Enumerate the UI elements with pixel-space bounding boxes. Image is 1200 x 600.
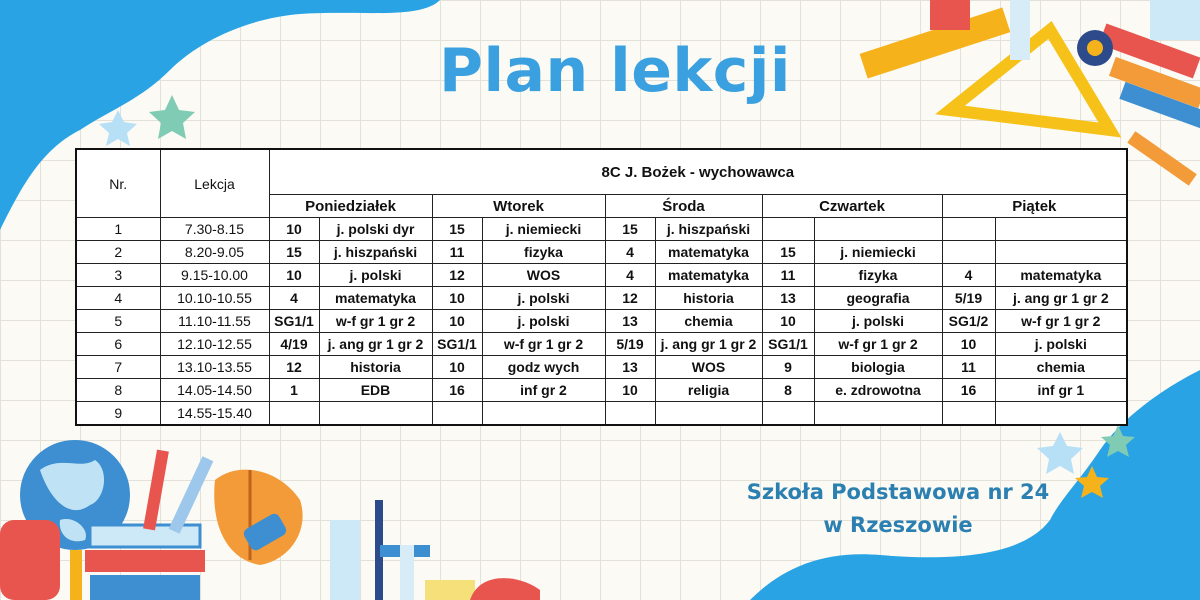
room-cell (942, 218, 995, 241)
lesson-time: 14.05-14.50 (160, 379, 269, 402)
lesson-number: 9 (76, 402, 160, 426)
room-cell: 11 (942, 356, 995, 379)
subject-cell (814, 218, 942, 241)
day-header-wednesday: Środa (605, 195, 762, 218)
room-cell: 10 (942, 333, 995, 356)
table-row (76, 218, 1127, 241)
subject-cell: j. niemiecki (814, 241, 942, 264)
subject-cell: e. zdrowotna (814, 379, 942, 402)
subject-cell: matematyka (655, 241, 762, 264)
subject-cell: j. hiszpański (655, 218, 762, 241)
lesson-time: 9.15-10.00 (160, 264, 269, 287)
room-cell: 13 (605, 310, 655, 333)
school-name (732, 476, 1064, 542)
lesson-time: 8.20-9.05 (160, 241, 269, 264)
lesson-number: 7 (76, 356, 160, 379)
subject-cell: WOS (655, 356, 762, 379)
subject-cell (482, 402, 605, 426)
lesson-time: 14.55-15.40 (160, 402, 269, 426)
room-cell: 10 (269, 218, 319, 241)
subject-cell: geografia (814, 287, 942, 310)
subject-cell: j. polski (814, 310, 942, 333)
lesson-time: 12.10-12.55 (160, 333, 269, 356)
subject-cell: j. ang gr 1 gr 2 (319, 333, 432, 356)
room-cell (942, 241, 995, 264)
day-header-friday: Piątek (942, 195, 1127, 218)
subject-cell: biologia (814, 356, 942, 379)
room-cell: 13 (762, 287, 814, 310)
room-cell: 15 (762, 241, 814, 264)
timetable-body (76, 218, 1127, 426)
room-cell: SG1/1 (269, 310, 319, 333)
table-row (76, 241, 1127, 264)
page-title: Plan lekcji (439, 36, 791, 106)
lesson-number: 8 (76, 379, 160, 402)
subject-cell: EDB (319, 379, 432, 402)
room-cell: 4 (605, 241, 655, 264)
room-cell (942, 402, 995, 426)
table-row (76, 264, 1127, 287)
subject-cell: religia (655, 379, 762, 402)
subject-cell: w-f gr 1 gr 2 (814, 333, 942, 356)
lesson-time: 13.10-13.55 (160, 356, 269, 379)
room-cell: 1 (269, 379, 319, 402)
room-cell: 12 (432, 264, 482, 287)
table-row (76, 356, 1127, 379)
room-cell: SG1/2 (942, 310, 995, 333)
subject-cell: inf gr 2 (482, 379, 605, 402)
day-header-tuesday: Wtorek (432, 195, 605, 218)
column-header-lekcja: Lekcja (160, 149, 269, 218)
room-cell: 10 (605, 379, 655, 402)
table-row (76, 402, 1127, 426)
room-cell: 11 (432, 241, 482, 264)
subject-cell (319, 402, 432, 426)
subject-cell: godz wych (482, 356, 605, 379)
subject-cell: j. ang gr 1 gr 2 (995, 287, 1127, 310)
room-cell: 10 (269, 264, 319, 287)
subject-cell (995, 402, 1127, 426)
room-cell: 4 (269, 287, 319, 310)
subject-cell: chemia (995, 356, 1127, 379)
room-cell (269, 402, 319, 426)
class-header: 8C J. Bożek - wychowawca (269, 149, 1127, 195)
room-cell: 15 (432, 218, 482, 241)
subject-cell (655, 402, 762, 426)
lesson-number: 6 (76, 333, 160, 356)
room-cell (762, 402, 814, 426)
subject-cell (814, 402, 942, 426)
subject-cell: j. niemiecki (482, 218, 605, 241)
subject-cell: w-f gr 1 gr 2 (319, 310, 432, 333)
lesson-number: 4 (76, 287, 160, 310)
room-cell (762, 218, 814, 241)
table-row (76, 333, 1127, 356)
subject-cell: j. polski (482, 287, 605, 310)
star-icon-light-blue (99, 110, 137, 146)
subject-cell: matematyka (655, 264, 762, 287)
subject-cell: chemia (655, 310, 762, 333)
subject-cell: j. hiszpański (319, 241, 432, 264)
room-cell: 10 (432, 287, 482, 310)
subject-cell: fizyka (814, 264, 942, 287)
room-cell (432, 402, 482, 426)
room-cell: 9 (762, 356, 814, 379)
room-cell: SG1/1 (762, 333, 814, 356)
room-cell: SG1/1 (432, 333, 482, 356)
school-supplies-bottom-left-illustration (0, 440, 540, 600)
room-cell: 10 (432, 310, 482, 333)
subject-cell (995, 218, 1127, 241)
subject-cell: WOS (482, 264, 605, 287)
room-cell: 12 (605, 287, 655, 310)
subject-cell: matematyka (995, 264, 1127, 287)
subject-cell: j. ang gr 1 gr 2 (655, 333, 762, 356)
table-row (76, 310, 1127, 333)
table-row (76, 287, 1127, 310)
room-cell: 10 (432, 356, 482, 379)
room-cell: 4 (605, 264, 655, 287)
day-header-monday: Poniedziałek (269, 195, 432, 218)
subject-cell: j. polski dyr (319, 218, 432, 241)
room-cell (605, 402, 655, 426)
school-name-line1: Szkoła Podstawowa nr 24 (746, 480, 1050, 504)
school-name-line2: w Rzeszowie (823, 513, 973, 537)
subject-cell (995, 241, 1127, 264)
room-cell: 15 (605, 218, 655, 241)
room-cell: 4 (942, 264, 995, 287)
subject-cell: historia (655, 287, 762, 310)
room-cell: 5/19 (605, 333, 655, 356)
column-header-nr: Nr. (76, 149, 160, 218)
room-cell: 4/19 (269, 333, 319, 356)
room-cell: 8 (762, 379, 814, 402)
subject-cell: j. polski (482, 310, 605, 333)
subject-cell: historia (319, 356, 432, 379)
day-header-thursday: Czwartek (762, 195, 942, 218)
lesson-time: 7.30-8.15 (160, 218, 269, 241)
subject-cell: w-f gr 1 gr 2 (482, 333, 605, 356)
subject-cell: j. polski (995, 333, 1127, 356)
subject-cell: matematyka (319, 287, 432, 310)
star-icon-pale-blue (1037, 432, 1083, 474)
timetable (75, 148, 1128, 426)
subject-cell: w-f gr 1 gr 2 (995, 310, 1127, 333)
subject-cell: j. polski (319, 264, 432, 287)
room-cell: 13 (605, 356, 655, 379)
table-row (76, 379, 1127, 402)
lesson-number: 1 (76, 218, 160, 241)
room-cell: 10 (762, 310, 814, 333)
room-cell: 15 (269, 241, 319, 264)
lesson-time: 10.10-10.55 (160, 287, 269, 310)
room-cell: 12 (269, 356, 319, 379)
lesson-number: 5 (76, 310, 160, 333)
subject-cell: inf gr 1 (995, 379, 1127, 402)
room-cell: 16 (432, 379, 482, 402)
subject-cell: fizyka (482, 241, 605, 264)
lesson-number: 2 (76, 241, 160, 264)
room-cell: 11 (762, 264, 814, 287)
room-cell: 16 (942, 379, 995, 402)
lesson-number: 3 (76, 264, 160, 287)
room-cell: 5/19 (942, 287, 995, 310)
lesson-time: 11.10-11.55 (160, 310, 269, 333)
